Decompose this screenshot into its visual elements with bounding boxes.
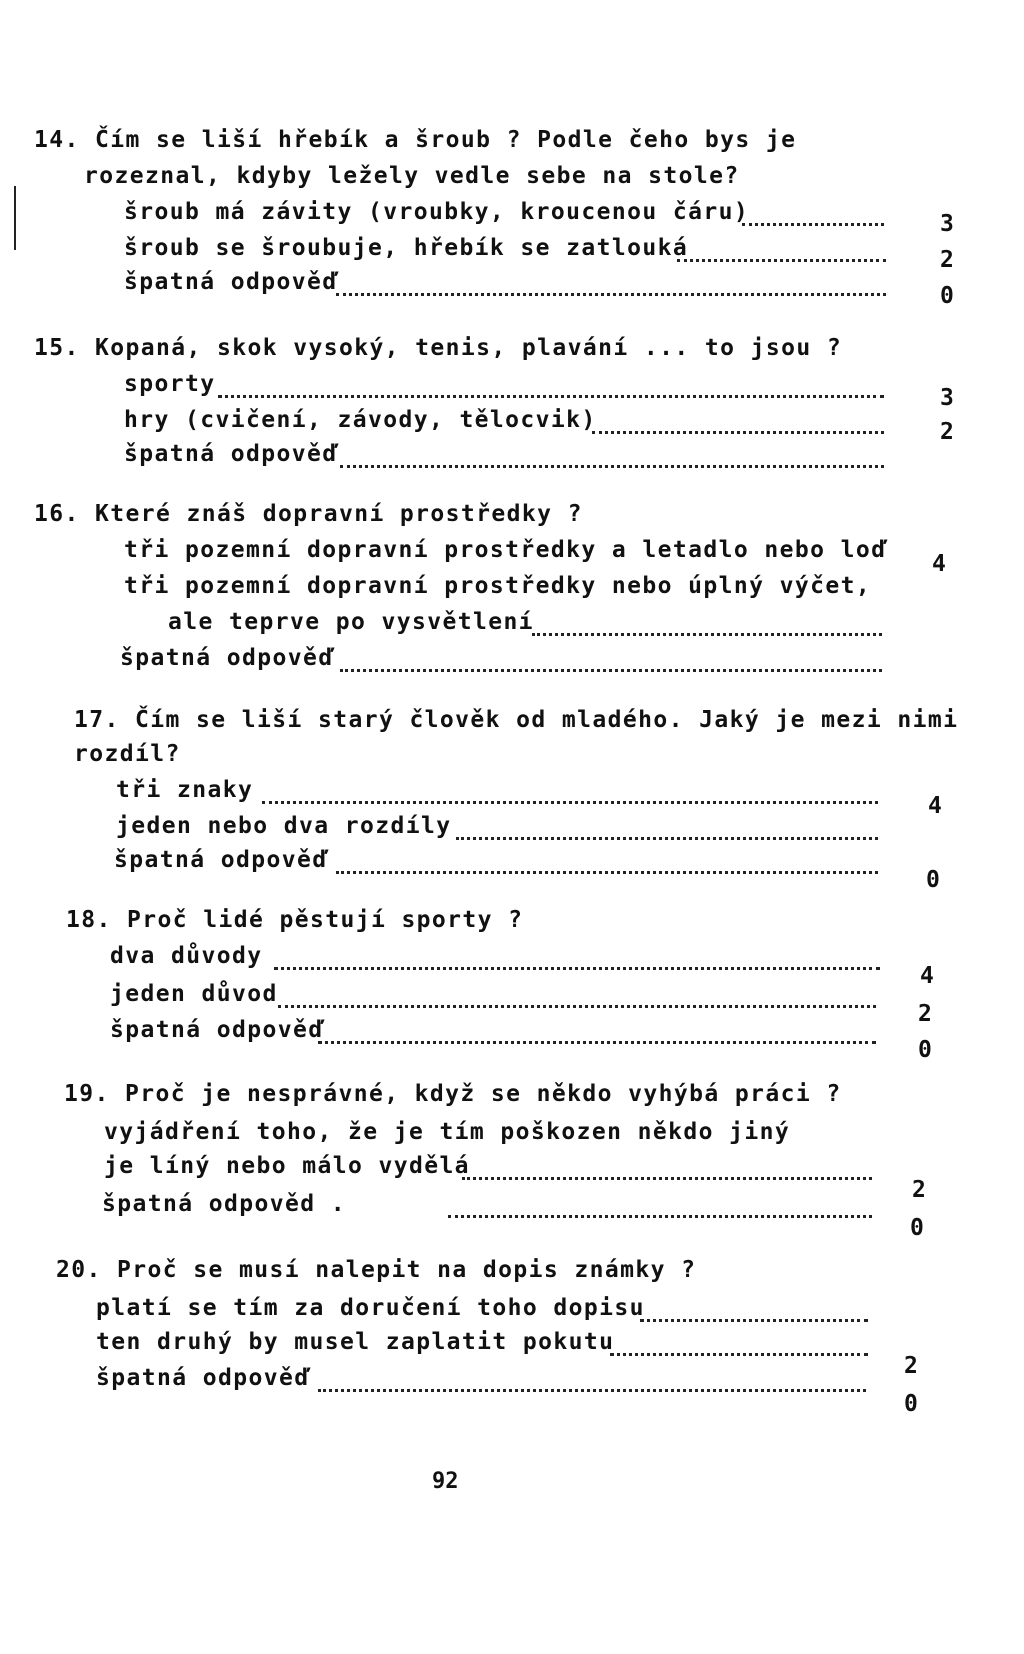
answer-18-2: jeden důvod (110, 981, 278, 1007)
answer-17-2: jeden nebo dva rozdíly (116, 813, 452, 839)
question-19-line-1: 19. Proč je nesprávné, když se někdo vyhýbá práci ? (64, 1081, 842, 1107)
answer-14-2-score: 2 (940, 247, 954, 273)
answer-15-1: sporty (124, 371, 216, 397)
answer-15-3: špatná odpověď (124, 441, 338, 467)
answer-15-1-score: 3 (940, 385, 954, 411)
answer-17-3-score: 0 (926, 867, 940, 893)
answer-16-3-leader (532, 608, 882, 636)
answer-20-2-leader (610, 1328, 868, 1356)
answer-14-2: šroub se šroubuje, hřebík se zatlouká (124, 235, 689, 261)
question-16-line-1: 16. Které znáš dopravní prostředky ? (34, 501, 583, 527)
answer-20-1-leader (640, 1294, 868, 1322)
answer-14-1: šroub má závity (vroubky, kroucenou čáru) (124, 199, 750, 225)
answer-15-2: hry (cvičení, závody, tělocvik) (124, 407, 597, 433)
answer-15-2-leader (592, 406, 884, 434)
answer-17-1: tři znaky (116, 777, 254, 803)
answer-15-3-leader (340, 440, 884, 468)
answer-18-3-score: 0 (918, 1037, 932, 1063)
answer-17-3: špatná odpověď (114, 847, 328, 873)
answer-17-1-leader (262, 776, 878, 804)
answer-17-1-score: 4 (928, 793, 942, 819)
answer-19-2-leader (462, 1152, 872, 1180)
question-14-line-2: rozeznal, kdyby ležely vedle sebe na stole? (84, 163, 740, 189)
question-20-line-1: 20. Proč se musí nalepit na dopis známky ? (56, 1257, 697, 1283)
answer-16-4-leader (340, 644, 882, 672)
answer-15-2-score: 2 (940, 419, 954, 445)
answer-19-2-score: 2 (912, 1177, 926, 1203)
answer-18-1-leader (274, 942, 880, 970)
question-18-line-1: 18. Proč lidé pěstují sporty ? (66, 907, 524, 933)
answer-18-1: dva důvody (110, 943, 263, 969)
answer-16-3: ale teprve po vysvětlení (168, 609, 534, 635)
answer-15-1-leader (218, 370, 884, 398)
answer-19-3-leader (448, 1190, 872, 1218)
answer-17-2-leader (456, 812, 878, 840)
answer-18-3: špatná odpověď (110, 1017, 324, 1043)
margin-mark (14, 186, 16, 250)
answer-20-2-score: 2 (904, 1353, 918, 1379)
answer-18-1-score: 4 (920, 963, 934, 989)
answer-18-2-score: 2 (918, 1001, 932, 1027)
answer-20-3: špatná odpověď (96, 1365, 310, 1391)
page-number: 92 (432, 1469, 459, 1494)
answer-14-1-leader (742, 198, 884, 226)
answer-19-3-score: 0 (910, 1215, 924, 1241)
answer-19-1: vyjádření toho, že je tím poškozen někdo jiný (104, 1119, 791, 1145)
answer-20-3-leader (318, 1364, 866, 1392)
answer-20-3-score: 0 (904, 1391, 918, 1417)
answer-18-2-leader (278, 980, 876, 1008)
question-17-line-2: rozdíl? (74, 741, 181, 767)
answer-14-3-leader (336, 268, 886, 296)
answer-18-3-leader (318, 1016, 876, 1044)
answer-20-1: platí se tím za doručení toho dopisu (96, 1295, 645, 1321)
answer-19-3: špatná odpověd . (102, 1191, 346, 1217)
answer-16-4: špatná odpověď (120, 645, 334, 671)
question-17-line-1: 17. Čím se liší starý člověk od mladého. Jaký je mezi nimi (74, 707, 959, 733)
answer-14-2-leader (677, 234, 886, 262)
answer-17-3-leader (336, 846, 878, 874)
answer-19-2: je líný nebo málo vydělá (104, 1153, 470, 1179)
question-14-line-1: 14. Čím se liší hřebík a šroub ? Podle čeho bys je (34, 127, 797, 153)
answer-14-3-score: 0 (940, 283, 954, 309)
answer-14-1-score: 3 (940, 211, 954, 237)
question-15-line-1: 15. Kopaná, skok vysoký, tenis, plavání ... to jsou ? (34, 335, 843, 361)
answer-16-1-score: 4 (932, 551, 946, 577)
answer-20-2: ten druhý by musel zaplatit pokutu (96, 1329, 615, 1355)
answer-16-1: tři pozemní dopravní prostředky a letadlo nebo loď (124, 537, 887, 563)
answer-14-3: špatná odpověď (124, 269, 338, 295)
answer-16-2: tři pozemní dopravní prostředky nebo úplný výčet, (124, 573, 872, 599)
